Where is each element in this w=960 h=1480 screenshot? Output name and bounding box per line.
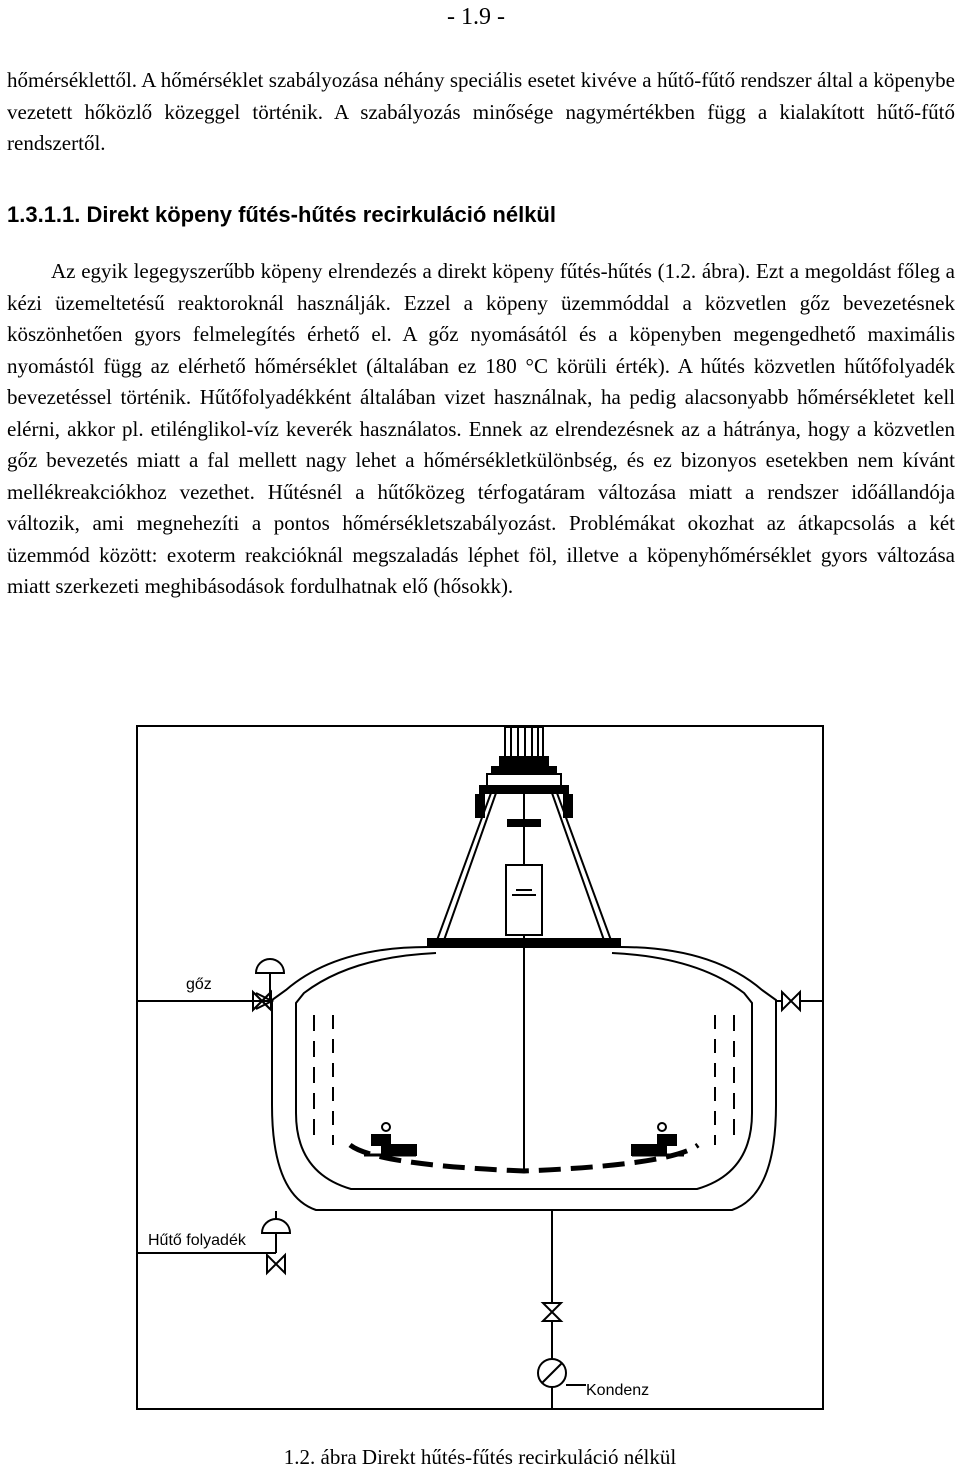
page-number: - 1.9 - bbox=[447, 4, 505, 30]
condensate-line bbox=[538, 1211, 586, 1410]
figure-frame bbox=[137, 726, 823, 1409]
label-coolant: Hűtő folyadék bbox=[148, 1232, 246, 1249]
vent-line bbox=[776, 992, 822, 1010]
label-condensate: Kondenz bbox=[586, 1382, 650, 1399]
agitator-support bbox=[436, 793, 612, 943]
main-paragraph: Az egyik legegyszerűbb köpeny elrendezés a direkt köpeny fűtés-hűtés (1.2. ábra). Ezt a megoldást főleg a kézi üzemeltetésű reaktoroknál használják. Ezzel a köpeny üzemmóddal a közvetlen gőz bevezetésnek köszönhetően gyors felmelegítés érhető el. A gőz nyomásától és a köpenyben megengedhető maximális nyomástól függ az elérhető hőmérséklet (általában ez 180 °C körüli érték). A hűtés közvetlen hűtőfolyadék bevezetéssel történik. Hűtőfolyadékként általában vizet használnak, ha pedig alacsonyabb hőmérsékletet kell elérni, akkor pl. etilénglikol-víz keverék használatos. Ennek az elrendezésnek az a hátránya, hogy a közvetlen gőz bevezetés miatt a fal mellett nagy lehet a hőmérsékletkülönbség, és ez bizonyos esetekben nem kívánt mellékreakciókhoz vezethet. Hűtésnél a hűtőközeg térfogatáram változása miatt a rendszer időállandója változik, ami megnehezíti a pontos hőmérsékletszabályozást. Problémákat okozhat az átkapcsolás a két üzemmód között: exoterm reakcióknál megszaladás léphet föl, illetve a köpenyhőmérséklet gyors változása miatt szerkezeti meghibásodások fordulhatnak elő (hősokk). bbox=[7, 259, 955, 598]
label-steam: gőz bbox=[186, 976, 212, 993]
reactor-diagram bbox=[136, 725, 824, 1410]
section-heading: 1.3.1.1. Direkt köpeny fűtés-hűtés recirkuláció nélkül bbox=[7, 202, 556, 227]
figure-caption: 1.2. ábra Direkt hűtés-fűtés recirkuláció nélkül bbox=[283, 1445, 677, 1469]
intro-paragraph: hőmérséklettől. A hőmérséklet szabályozása néhány speciális esetet kivéve a hűtő-fűtő rendszer által a köpenybe vezetett hőközlő közeggel történik. A szabályozás minősége nagymértékben függ a kialakított hűtő-fűtő rendszertől. bbox=[7, 68, 955, 155]
drive-motor bbox=[480, 727, 568, 793]
